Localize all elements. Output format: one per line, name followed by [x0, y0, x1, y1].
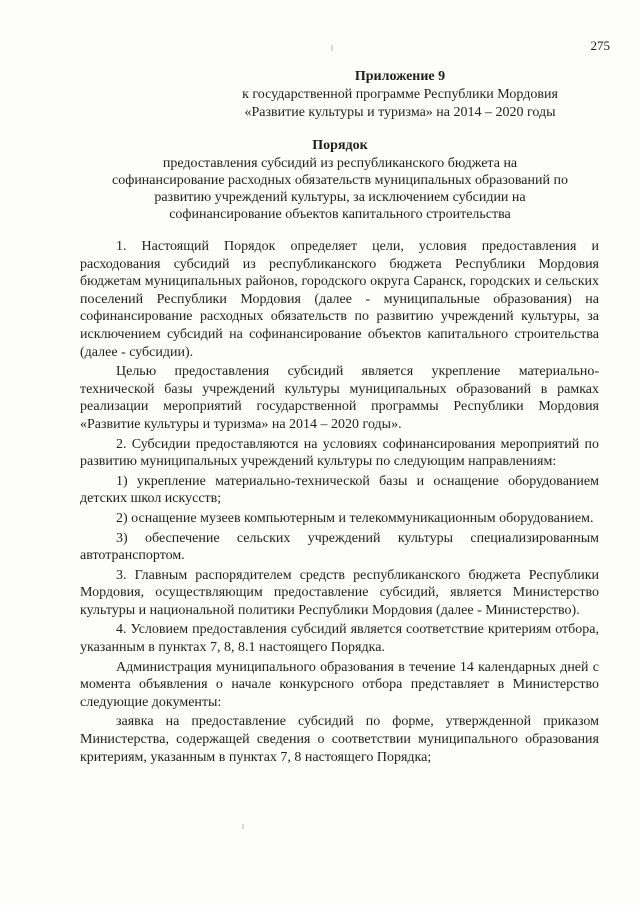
order-title: Порядок [312, 138, 368, 153]
paragraph: 3. Главным распорядителем средств республиканского бюджета Республики Мордовия, осуществляющим предоставление субсидий, является Министерство культуры и национальной политики Республики Мордовия (далее - Министерство). [80, 567, 599, 618]
document-body [80, 238, 599, 768]
paragraph: 4. Условием предоставления субсидий является соответствие критериям отбора, указанным в пунктах 7, 8, 8.1 настоящего Порядка. [80, 622, 599, 656]
scan-mark [242, 824, 244, 829]
list-item: 2) оснащение музеев компьютерным и телекоммуникационным оборудованием. [116, 510, 594, 526]
appendix-title: Приложение 9 [354, 69, 446, 84]
page-number: 275 [590, 38, 610, 53]
paragraph: Целью предоставления субсидий является укрепление материально-технической базы учреждений культуры муниципальных образований в рамках реализации мероприятий государственной программы Республики Мордовия «Развитие культуры и туризма» на 2014 – 2020 годы». [80, 364, 599, 432]
list-item: 1) укрепление материально-технической базы и оснащение оборудованием детских школ искусств; [80, 473, 599, 507]
order-subtitle-line: развитию учреждений культуры, за исключением субсидии на [154, 190, 526, 205]
appendix-line: «Развитие культуры и туризма» на 2014 – 2020 годы [244, 105, 556, 120]
paragraph: Администрация муниципального образования в течение 14 календарных дней с момента объявления о начале конкурсного отбора представляет в Министерство следующие документы: [80, 659, 599, 710]
order-subtitle-line: предоставления субсидий из республиканского бюджета на [162, 156, 518, 171]
paragraph: 2. Субсидии предоставляются на условиях софинансирования мероприятий по развитию муниципальных учреждений культуры по следующим направлениям: [80, 436, 599, 470]
paragraph: заявка на предоставление субсидий по форме, утвержденной приказом Министерства, содержащей сведения о соответствии муниципального образования критериям, указанным в пунктах 7, 8 настоящего Порядка; [80, 714, 599, 765]
appendix-line: к государственной программе Республики Мордовия [242, 87, 558, 102]
list-item: 3) обеспечение сельских учреждений культуры специализированным автотранспортом. [80, 530, 599, 564]
scan-mark [331, 45, 333, 51]
order-heading [60, 137, 620, 223]
order-subtitle-line: софинансирование объектов капитального строительства [169, 207, 511, 222]
appendix-header [180, 68, 620, 122]
paragraph: 1. Настоящий Порядок определяет цели, условия предоставления и расходования субсидий из республиканского бюджета Республики Мордовия бюджетам муниципальных районов, городского округа Саранск, городских и сельских поселений Республики Мордовия (далее - муниципальные образования) на софинансирование расходных обязательств по развитию учреждений культуры, за исключением субсидий на софинансирование объектов капитального строительства (далее - субсидии). [80, 239, 599, 360]
order-subtitle-line: софинансирование расходных обязательств муниципальных образований по [112, 173, 568, 188]
